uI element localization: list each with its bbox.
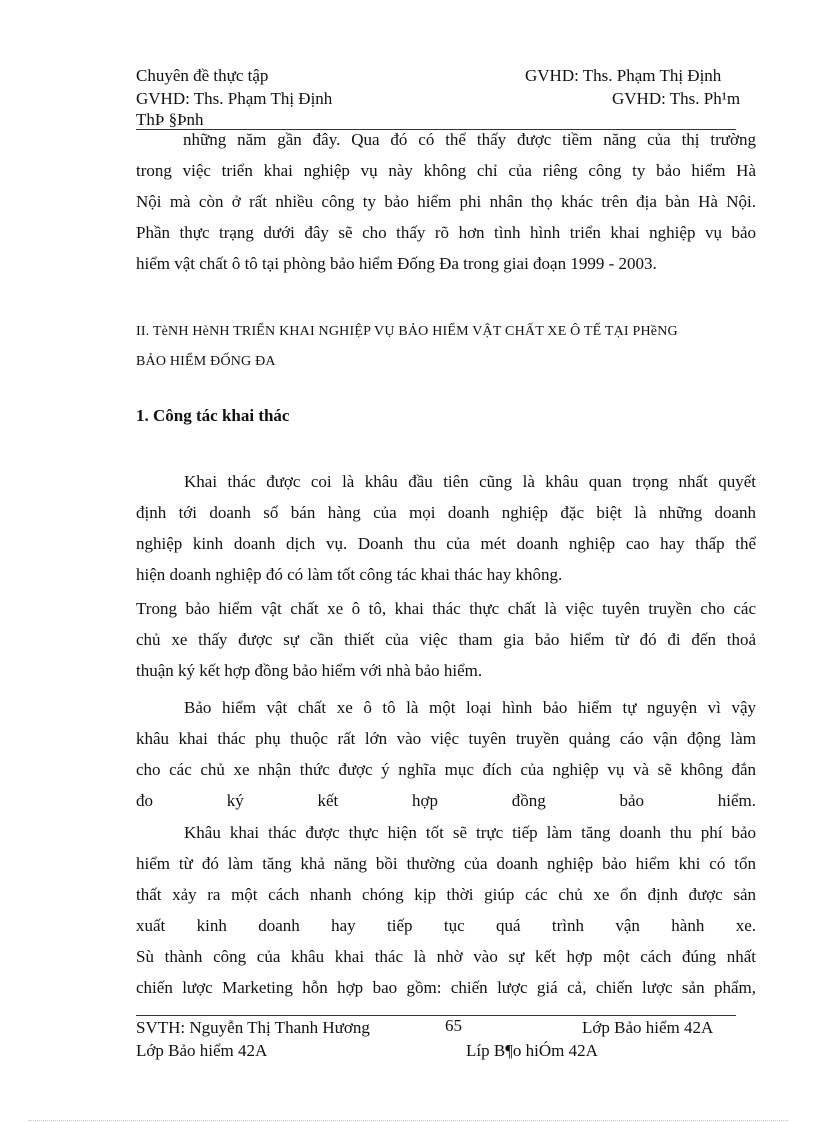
text-line: hiểm từ đó làm tăng khả năng bồi thường của doanh nghiệp bảo hiểm khi có tổn	[136, 854, 756, 873]
header-advisor-left: GVHD: Ths. Phạm Thị Định	[136, 89, 333, 108]
text-line: cho các chủ xe nhận thức được ý nghĩa mục đích của nghiệp vụ và sẽ không đắn	[136, 760, 756, 779]
text-line: khâu khai thác phụ thuộc rất lớn vào việc tuyên truyền quảng cáo vận động làm	[136, 729, 756, 748]
text-line: thất xảy ra một cách nhanh chóng kịp thời giúp các chủ xe ổn định được sản	[136, 885, 756, 904]
paragraph-4	[136, 817, 756, 1003]
text-line: chiến lược Marketing hỗn hợp bao gồm: chiến lược giá cả, chiến lược sản phẩm,	[136, 978, 756, 997]
text-line: Phần thực trạng dưới đây sẽ cho thấy rõ hơn tình hình triển khai nghiệp vụ bảo	[136, 223, 756, 242]
footer-class-right: Lớp Bảo hiểm 42A	[582, 1018, 714, 1037]
text-line: đo ký kết hợp đồng bảo hiểm.	[136, 791, 756, 810]
text-line: Trong bảo hiểm vật chất xe ô tô, khai thác thực chất là việc tuyên truyền cho các	[136, 599, 756, 618]
header-advisor-right: GVHD: Ths. Phạm Thị Định	[525, 66, 722, 85]
section-title-line: BẢO HIỂM ĐỐNG ĐA	[136, 354, 276, 369]
text-line: Khai thác được coi là khâu đầu tiên cũng là khâu quan trọng nhất quyết	[184, 472, 756, 491]
text-line: chủ xe thấy được sự cần thiết của việc tham gia bảo hiểm từ đó đi đến thoả	[136, 630, 756, 649]
text-line: thuận ký kết hợp đồng bảo hiểm với nhà bảo hiểm.	[136, 661, 483, 680]
subsection-title: 1. Công tác khai thác	[136, 406, 290, 425]
paragraph-2	[136, 593, 756, 686]
page-edge-divider	[28, 1120, 788, 1121]
header-advisor-garbled-left: ThÞ §Þnh	[136, 110, 204, 129]
text-line: hiểm vật chất ô tô tại phòng bảo hiểm Đống Đa trong giai đoạn 1999 - 2003.	[136, 254, 657, 273]
text-line: trong việc triển khai nghiệp vụ này không chỉ của riêng công ty bảo hiểm Hà	[136, 161, 756, 180]
intro-paragraph	[136, 124, 756, 279]
footer-student: SVTH: Nguyễn Thị Thanh Hương	[136, 1018, 370, 1037]
text-line: Bảo hiểm vật chất xe ô tô là một loại hình bảo hiểm tự nguyện vì vậy	[184, 698, 756, 717]
paragraph-3	[136, 692, 756, 816]
footer-class-garbled: Líp B¶o hiÓm 42A	[466, 1041, 598, 1060]
text-line: xuất kinh doanh hay tiếp tục quá trình vận hành xe.	[136, 916, 756, 935]
text-line: định tới doanh số bán hàng của mọi doanh nghiệp đặc biệt là những doanh	[136, 503, 756, 522]
paragraph-1	[136, 466, 756, 590]
header-advisor-garbled-right: GVHD: Ths. Ph¹m	[612, 89, 741, 108]
text-line: Khâu khai thác được thực hiện tốt sẽ trực tiếp làm tăng doanh thu phí bảo	[184, 823, 756, 842]
footer-page-number: 65	[445, 1016, 462, 1035]
text-line: nghiệp kinh doanh dịch vụ. Doanh thu của mét doanh nghiệp cao hay thấp thể	[136, 534, 756, 553]
text-line: Nội mà còn ở rất nhiều công ty bảo hiểm phi nhân thọ khác trên địa bàn Hà Nội.	[136, 192, 756, 211]
header-topic: Chuyên đề thực tập	[136, 66, 269, 85]
footer-class-left: Lớp Bảo hiểm 42A	[136, 1041, 268, 1060]
section-title	[136, 317, 756, 377]
text-line: những năm gần đây. Qua đó có thể thấy được tiềm năng của thị trường	[183, 130, 756, 149]
text-line: hiện doanh nghiệp đó có làm tốt công tác khai thác hay không.	[136, 565, 563, 584]
footer-rule	[136, 1015, 736, 1016]
section-title-line: II. TèNH HèNH TRIỂN KHAI NGHIỆP VỤ BẢO HIỂM VẬT CHẤT XE Ô TỂ TẠI PHềNG	[136, 324, 678, 339]
text-line: Sù thành công của khâu khai thác là nhờ vào sự kết hợp một cách đúng nhất	[136, 947, 756, 966]
